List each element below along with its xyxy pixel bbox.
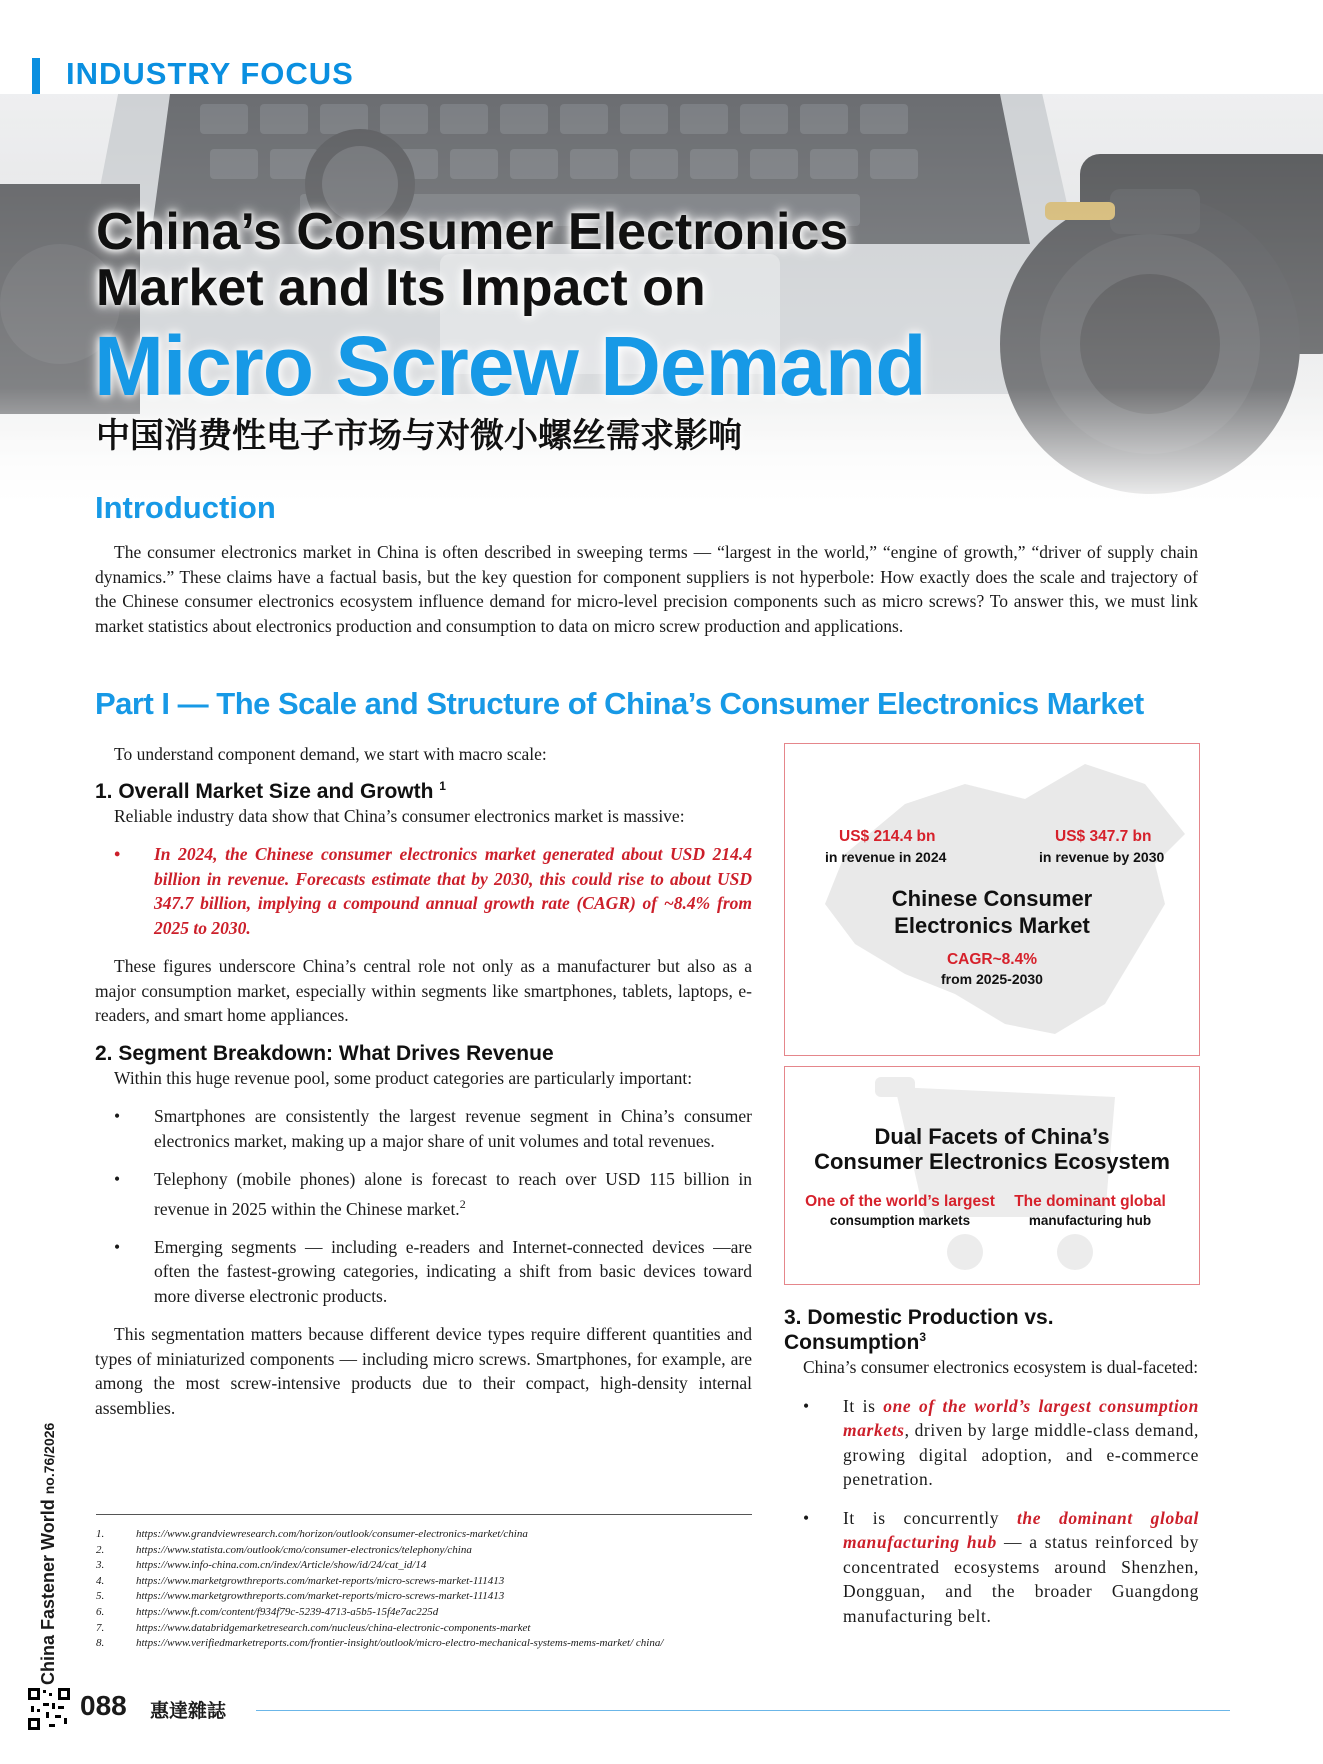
market-infobox <box>784 743 1200 1056</box>
s3-b2-post: — a status reinforced by concentrated ecosystems around Shenzhen, Dongguan, and the broader Guangdong manufacturing belt. <box>843 1532 1199 1626</box>
s1-footnote-ref: 1 <box>439 778 446 793</box>
footnote-number: 5. <box>96 1590 105 1603</box>
title-line-1: China’s Consumer Electronics <box>96 203 849 261</box>
magazine-name: 惠達雜誌 <box>150 1701 227 1722</box>
title-highlight: Micro Screw Demand <box>94 319 926 413</box>
footnote-number: 6. <box>96 1605 105 1618</box>
footnote-number: 1. <box>96 1528 105 1540</box>
s3-b1-pre: It is <box>843 1395 884 1416</box>
footnote-link[interactable]: https://www.ft.com/content/f934f79c-5239-4713-a5b5-15f4e7ac225d <box>136 1605 439 1618</box>
s1-text: Reliable industry data show that China’s consumer electronics market is massive: <box>114 805 685 826</box>
revenue-2024-caption: in revenue in 2024 <box>825 849 947 865</box>
footnote-divider <box>96 1514 752 1515</box>
intro-heading: Introduction <box>95 490 276 525</box>
s2-bullet-telephony-text: Telephony (mobile phones) alone is forecast to reach over USD 115 billion in revenue in 2025 within the Chinese market. <box>154 1169 752 1219</box>
s1-bullets <box>95 842 752 940</box>
cagr-caption: from 2025-2030 <box>941 971 1043 987</box>
qr-code-icon[interactable] <box>28 1688 70 1730</box>
footnote-item <box>96 1636 756 1652</box>
side-publication-title: China Fastener World <box>38 1499 58 1685</box>
page-number: 088 <box>80 1690 127 1721</box>
cagr-value: CAGR~8.4% <box>946 951 1038 968</box>
footnote-link[interactable]: https://www.statista.com/outlook/cmo/consumer-electronics/telephony/china <box>136 1543 472 1556</box>
s3-footnote-ref: 3 <box>919 1330 926 1344</box>
s2-text: Within this huge revenue pool, some product categories are particularly important: <box>114 1067 693 1088</box>
footnote-link[interactable]: https://www.marketgrowthreports.com/market-reports/micro-screws-market-111413 <box>136 1590 505 1603</box>
footnote-link[interactable]: https://www.grandviewresearch.com/horizon/outlook/consumer-electronics-market/china <box>136 1528 528 1540</box>
consumption-facet-label: One of the world’s largest <box>805 1193 995 1210</box>
shopping-cart-icon <box>785 1067 1199 1284</box>
left-column <box>95 742 752 1420</box>
s2-bullet-telephony <box>114 1167 752 1221</box>
footnote-link[interactable]: https://www.verifiedmarketreports.com/frontier-insight/outlook/micro-electro-mechanical-systems-mems-market/ china/ <box>136 1637 664 1650</box>
s2-heading: 2. Segment Breakdown: What Drives Revenue <box>95 1041 554 1065</box>
s1-after: These figures underscore China’s central role not only as a manufacturer but also as a major consumption market, especially within segments like smartphones, tablets, laptops, e-readers, and smart home appliances. <box>95 956 752 1025</box>
footnote-number: 4. <box>96 1574 105 1587</box>
revenue-2030-value: US$ 347.7 bn <box>1055 828 1152 845</box>
footnote-item <box>96 1574 756 1590</box>
side-publication-label <box>38 1423 59 1685</box>
s2-after: This segmentation matters because different device types require different quantities and types of miniaturized components — including micro screws. Smartphones, for example, are among the most screw-intensive products due to their compact, high-density internal assemblies. <box>95 1324 752 1418</box>
s3-bullet-consumption <box>803 1394 1199 1492</box>
footnotes <box>96 1527 756 1652</box>
ecosystem-box-title-2: Consumer Electronics Ecosystem <box>814 1149 1170 1174</box>
market-box-title-2: Electronics Market <box>894 913 1090 938</box>
footnote-item <box>96 1558 756 1574</box>
footnote-link[interactable]: https://www.databridgemarketresearch.com/nucleus/china-electronic-components-market <box>136 1621 531 1634</box>
s3-b1-highlight: one of the world’s largest consumption markets <box>843 1395 1199 1440</box>
manufacturing-facet-label: The dominant global <box>1014 1193 1166 1210</box>
title-chinese: 中国消费性电子市场与对微小螺丝需求影响 <box>96 417 742 455</box>
ecosystem-box-title-1: Dual Facets of China’s <box>874 1124 1110 1149</box>
footnote-number: 2. <box>96 1543 105 1556</box>
s1-bullet-highlight: • In 2024, the Chinese consumer electronics market generated about USD 214.4 billion in revenue. Forecasts estimate that by 2030, this could rise to about USD 347.7 billion, implying a compound annual growth rate (CAGR) of ~8.4% from 2025 to 2030. <box>114 842 752 940</box>
s3-b1-post: , driven by large middle-class demand, growing digital adoption, and e-commerce penetration. <box>843 1420 1199 1489</box>
footnote-item <box>96 1527 756 1543</box>
manufacturing-facet-caption: manufacturing hub <box>1028 1213 1152 1228</box>
footnote-item <box>96 1543 756 1559</box>
s3-text: China’s consumer electronics ecosystem is dual-faceted: <box>803 1357 1199 1377</box>
revenue-2024-value: US$ 214.4 bn <box>839 828 936 845</box>
s2-bullet-emerging: • Emerging segments — including e-readers and Internet-connected devices —are often the fastest-growing categories, indicating a shift from basic devices toward more diverse electronic products. <box>114 1235 752 1309</box>
footnote-number: 3. <box>96 1559 105 1572</box>
s3-bullet-manufacturing <box>803 1506 1199 1629</box>
s2-bullets <box>95 1104 752 1308</box>
market-box-title-1: Chinese Consumer <box>891 886 1093 911</box>
right-column <box>784 1306 1199 1642</box>
s3-heading <box>784 1306 1199 1355</box>
part1-lead: To understand component demand, we start with macro scale: <box>114 744 547 764</box>
footnote-item <box>96 1605 756 1621</box>
title-line-2: Market and Its Impact on <box>96 259 706 317</box>
s3-heading-text: 3. Domestic Production vs. Consumption <box>784 1306 1054 1354</box>
side-issue-number: no.76/2026 <box>41 1422 57 1495</box>
intro-paragraph: The consumer electronics market in China is often described in sweeping terms — “largest in the world,” “engine of growth,” “driver of supply chain dynamics.” These claims have a factual basis, but the key question for component suppliers is not hyperbole: How exactly does the scale and trajectory of the Chinese consumer electronics ecosystem influence demand for micro-level precision components such as micro screws? To answer this, we must link market statistics about electronics production and consumption to data on micro screw production and applications. <box>95 542 1198 636</box>
footnote-item <box>96 1621 756 1637</box>
footnote-link[interactable]: https://www.info-china.com.cn/index/Article/show/id/24/cat_id/14 <box>136 1559 427 1572</box>
s2-bullet-smartphones: • Smartphones are consistently the largest revenue segment in China’s consumer electronics market, making up a major share of unit volumes and total revenues. <box>114 1104 752 1153</box>
section-label: INDUSTRY FOCUS <box>66 56 354 91</box>
s3-bullets <box>784 1394 1199 1629</box>
s3-b2-pre: It is concurrently <box>843 1507 1017 1528</box>
s1-heading <box>95 779 752 804</box>
footnote-number: 7. <box>96 1621 105 1634</box>
s1-heading-text: 1. Overall Market Size and Growth <box>95 779 434 803</box>
footnote-number: 8. <box>96 1637 105 1650</box>
s3-b2-highlight: the dominant global manufacturing hub <box>843 1507 1199 1552</box>
footnote-link[interactable]: https://www.marketgrowthreports.com/market-reports/micro-screws-market-111413 <box>136 1574 505 1587</box>
s2-footnote-ref: 2 <box>459 1196 466 1211</box>
footnote-item <box>96 1589 756 1605</box>
ecosystem-infobox <box>784 1066 1200 1285</box>
revenue-2030-caption: in revenue by 2030 <box>1039 849 1165 865</box>
part1-heading: Part I — The Scale and Structure of China’s Consumer Electronics Market <box>95 686 1144 721</box>
consumption-facet-caption: consumption markets <box>829 1213 971 1228</box>
section-marker-bar <box>32 58 40 94</box>
footer-rule <box>256 1710 1230 1711</box>
